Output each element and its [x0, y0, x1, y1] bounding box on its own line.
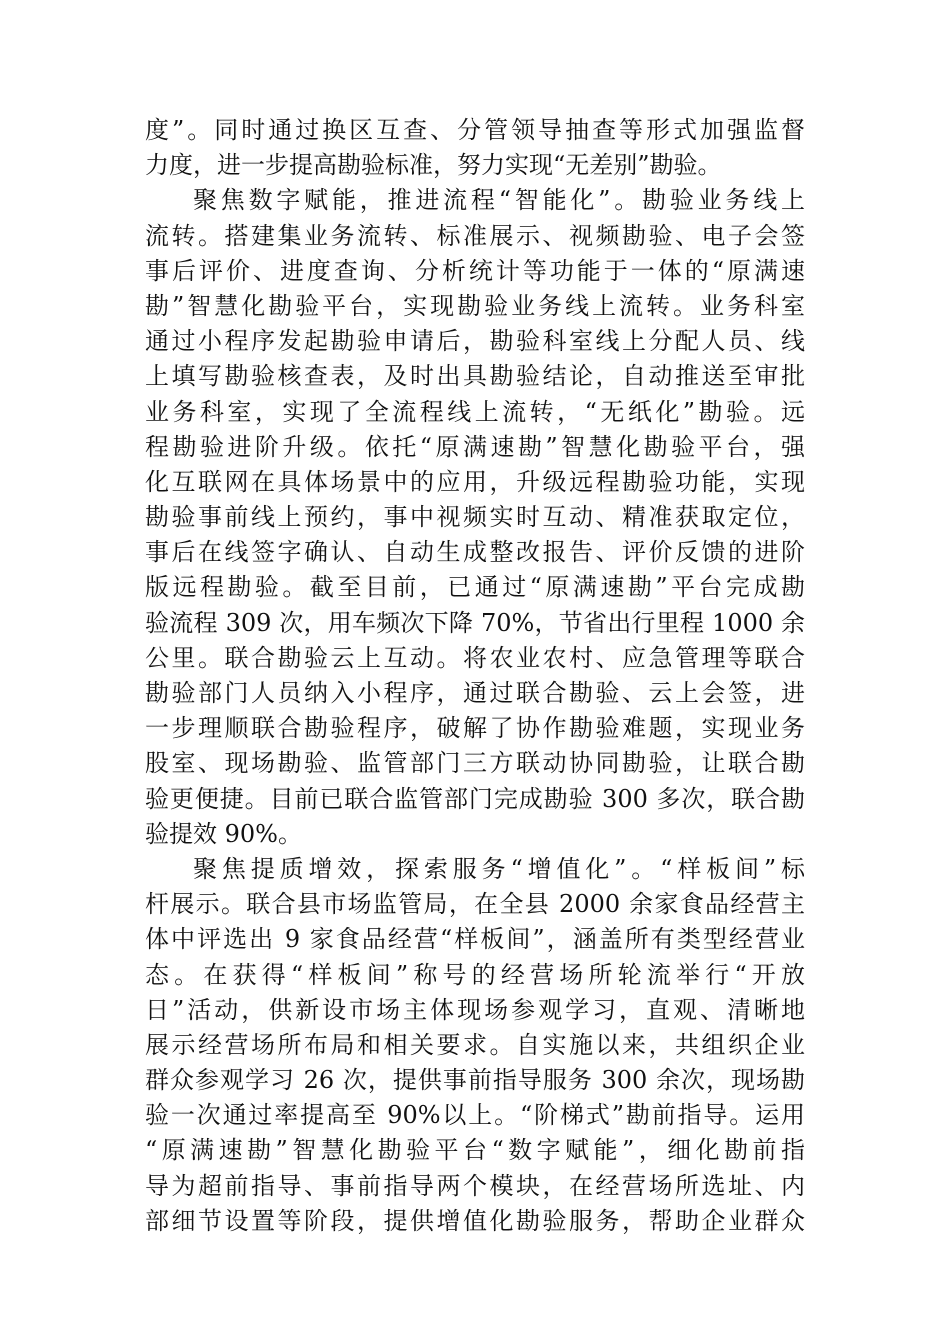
text-line: “原满速勘”智慧化勘验平台“数字赋能”，细化勘前指	[145, 1136, 805, 1165]
text-line: 验流程 309 次，用车频次下降 70%，节省出行里程 1000 余	[145, 608, 805, 637]
text-line: 业务科室，实现了全流程线上流转，“无纸化”勘验。远	[145, 397, 805, 426]
body-text	[145, 113, 805, 1239]
text-line: 导为超前指导、事前指导两个模块，在经营场所选址、内	[145, 1171, 805, 1200]
paragraph-first-line: 聚焦提质增效，探索服务“增值化”。“样板间”标	[193, 854, 805, 883]
text-line: 勘”智慧化勘验平台，实现勘验业务线上流转。业务科室	[145, 291, 805, 320]
text-line: 公里。联合勘验云上互动。将农业农村、应急管理等联合	[145, 643, 805, 672]
text-line: 力度，进一步提高勘验标准，努力实现“无差别”勘验。	[145, 151, 722, 180]
text-line: 通过小程序发起勘验申请后，勘验科室线上分配人员、线	[145, 327, 805, 356]
text-line: 程勘验进阶升级。依托“原满速勘”智慧化勘验平台，强	[145, 432, 805, 461]
text-line: 杆展示。联合县市场监管局，在全县 2000 余家食品经营主	[145, 890, 805, 919]
text-line: 股室、现场勘验、监管部门三方联动协同勘验，让联合勘	[145, 749, 805, 778]
text-line: 事后评价、进度查询、分析统计等功能于一体的“原满速	[145, 256, 805, 285]
text-line: 勘验部门人员纳入小程序，通过联合勘验、云上会签，进	[145, 679, 805, 707]
text-line: 部细节设置等阶段，提供增值化勘验服务，帮助企业群众	[145, 1206, 805, 1235]
paragraph-first-line: 聚焦数字赋能，推进流程“智能化”。勘验业务线上	[193, 186, 805, 215]
text-line: 上填写勘验核查表，及时出具勘验结论，自动推送至审批	[145, 362, 805, 391]
text-line: 流转。搭建集业务流转、标准展示、视频勘验、电子会签	[145, 221, 805, 250]
text-line: 化互联网在具体场景中的应用，升级远程勘验功能，实现	[145, 467, 805, 496]
text-line: 一步理顺联合勘验程序，破解了协作勘验难题，实现业务	[145, 714, 805, 743]
text-line: 群众参观学习 26 次，提供事前指导服务 300 余次，现场勘	[145, 1066, 805, 1095]
text-line: 体中评选出 9 家食品经营“样板间”，涵盖所有类型经营业	[145, 925, 805, 954]
text-line: 验提效 90%。	[145, 819, 302, 848]
text-line: 事后在线签字确认、自动生成整改报告、评价反馈的进阶	[145, 538, 805, 567]
text-line: 日”活动，供新设市场主体现场参观学习，直观、清晰地	[145, 995, 805, 1024]
text-line: 勘验事前线上预约，事中视频实时互动、精准获取定位，	[145, 503, 805, 532]
text-line: 版远程勘验。截至目前，已通过“原满速勘”平台完成勘	[145, 573, 805, 602]
text-line: 态。在获得“样板间”称号的经营场所轮流举行“开放	[145, 960, 805, 989]
text-line: 度”。同时通过换区互查、分管领导抽查等形式加强监督	[145, 116, 805, 144]
text-line: 验更便捷。目前已联合监管部门完成勘验 300 多次，联合勘	[145, 784, 805, 813]
text-line: 展示经营场所布局和相关要求。自实施以来，共组织企业	[145, 1030, 805, 1059]
text-line: 验一次通过率提高至 90%以上。“阶梯式”勘前指导。运用	[145, 1101, 805, 1130]
